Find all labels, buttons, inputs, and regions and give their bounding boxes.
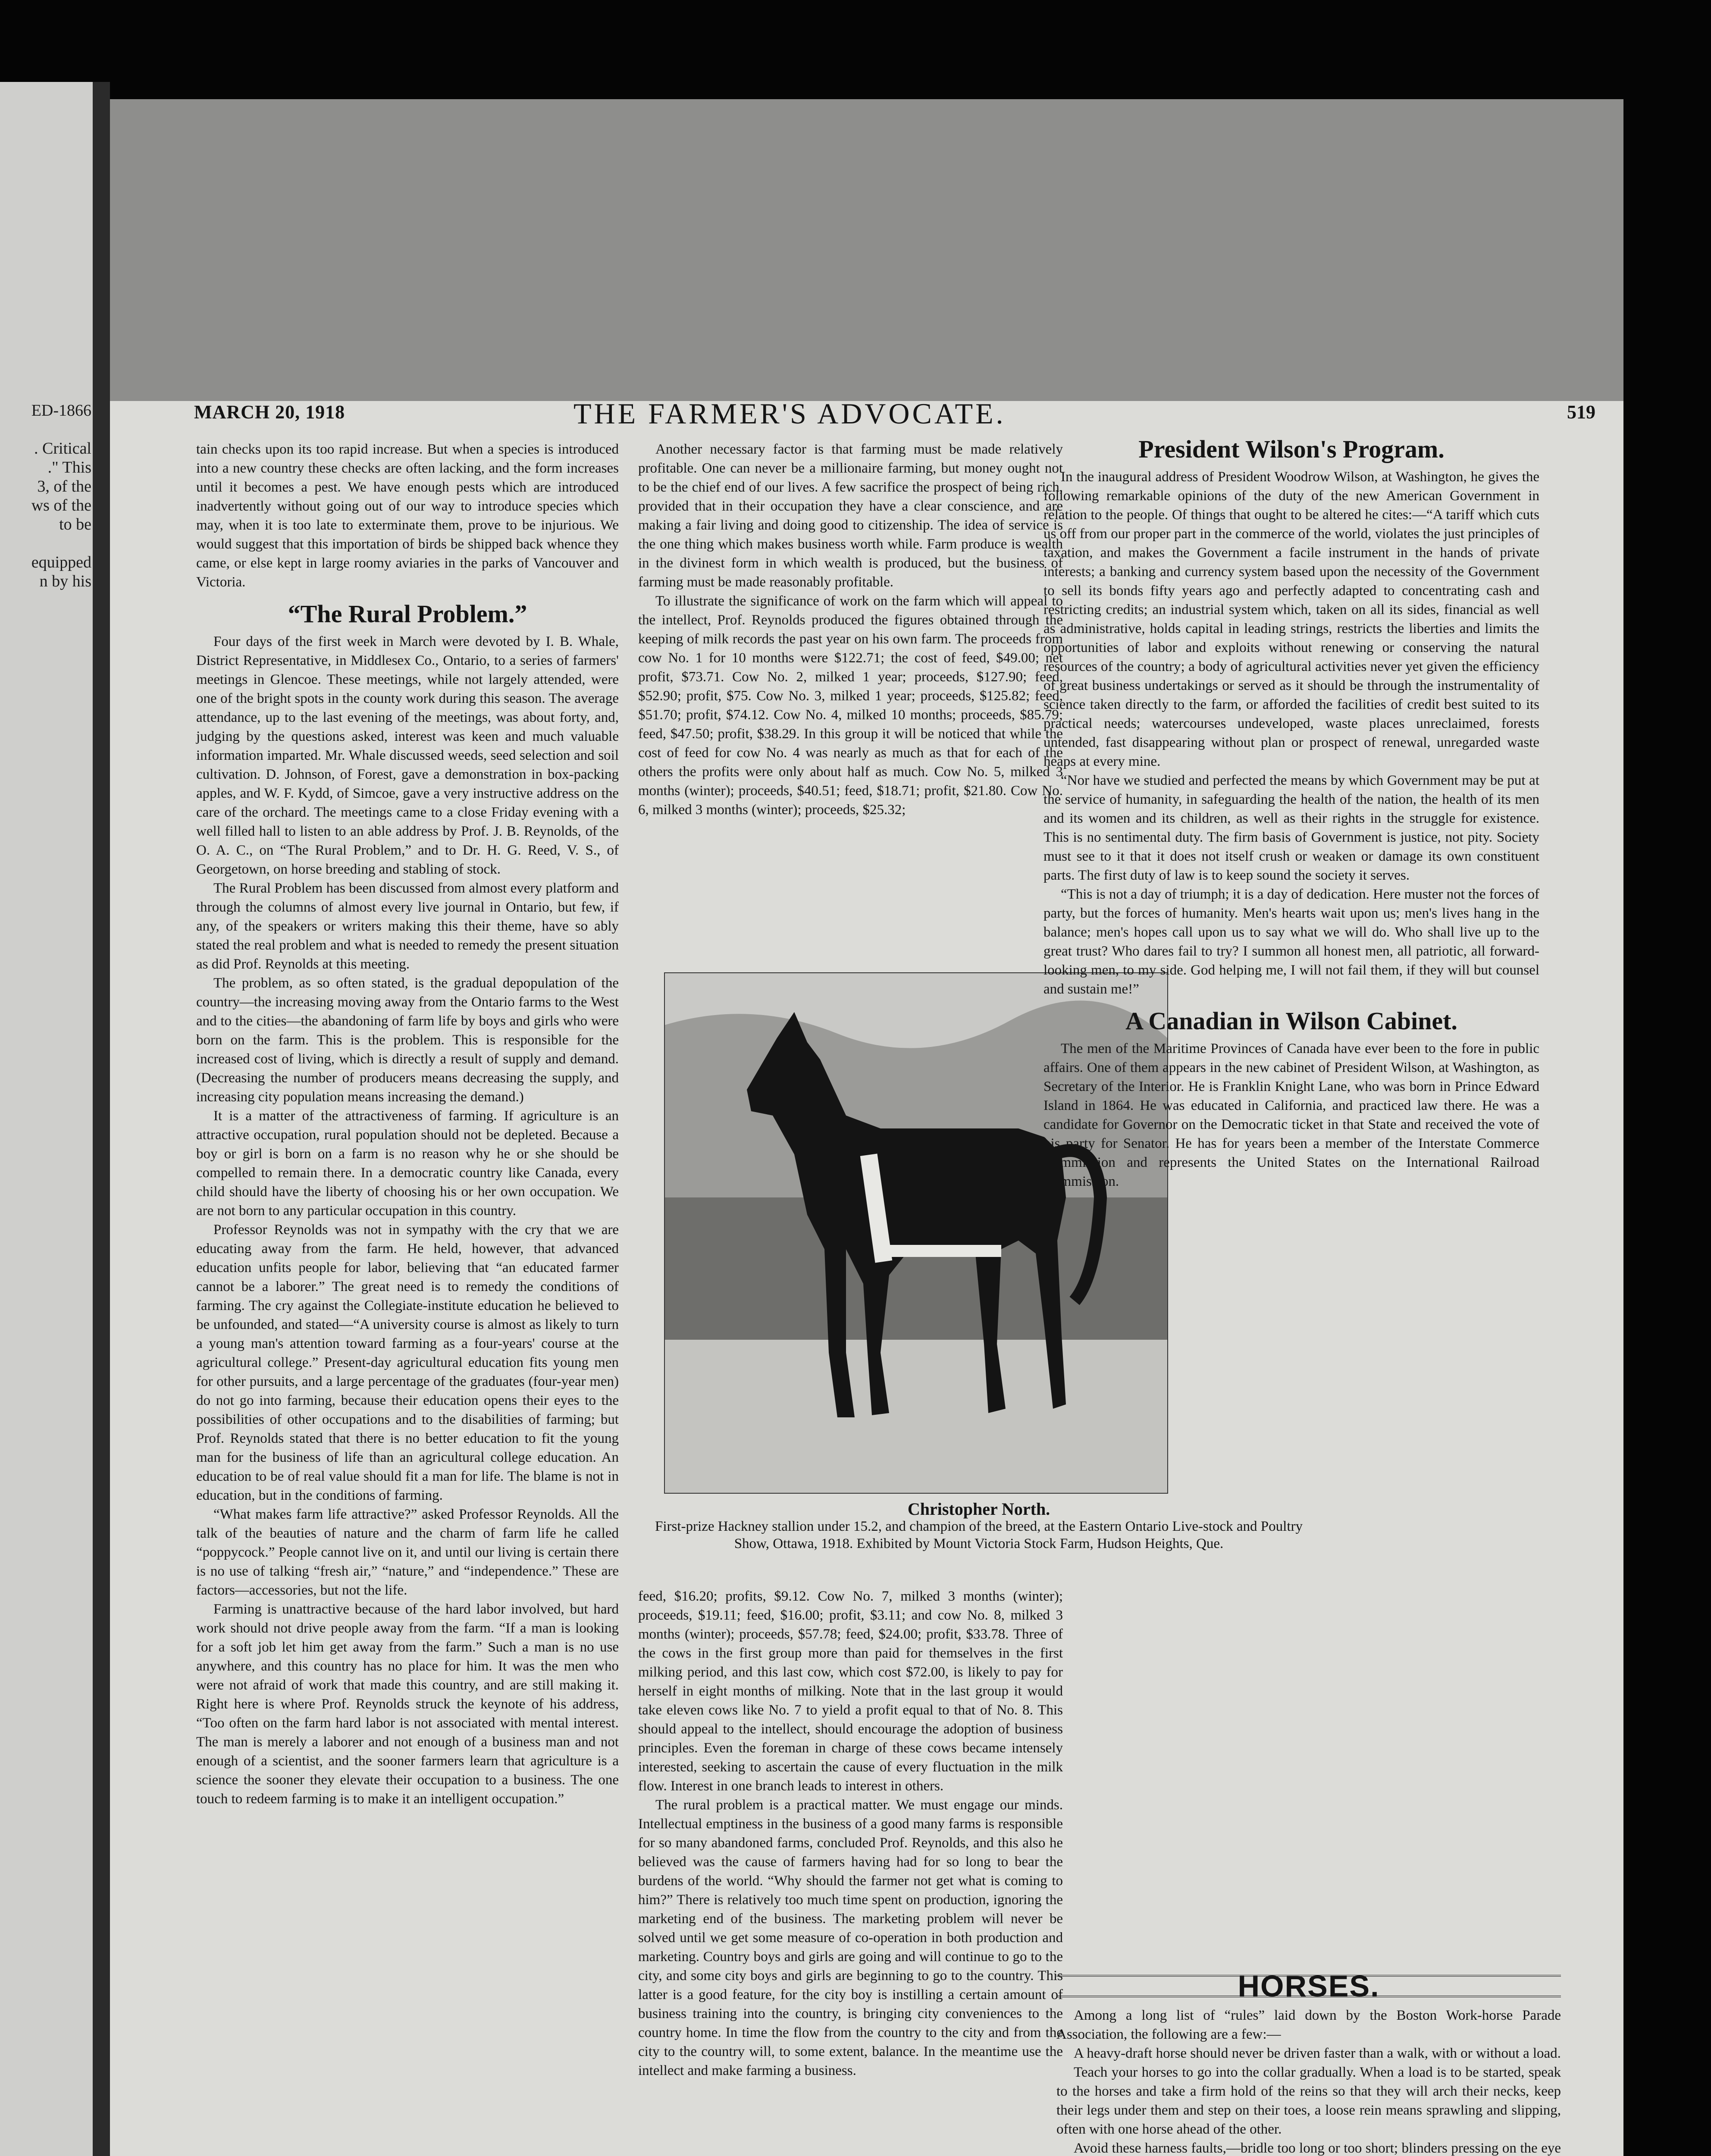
caption-title: Christopher North. — [907, 1499, 1050, 1519]
column-2-bottom — [638, 1587, 1063, 2080]
paragraph: The men of the Maritime Provinces of Canada have ever been to the fore in public affairs. One of them appears in the new cabinet of President Wilson, at Washington, as Secretary of the Interior. He is Franklin Knight Lane, who was born in Prince Edward Island in 1864. He was educated in California, and practiced law there. He was a candidate for Governor on the Democratic ticket in that State and received the vote of his party for Senator. He has for years been a member of the Interstate Commerce Commission and represents the United States on the International Railroad Commission. — [1044, 1041, 1539, 1189]
article-continuation: tain checks upon its too rapid increase. But when a species is introduced into a new country these checks are often lacking, and the form increases until it becomes a pest. We have enough pests which are introduced inadvertently without going out of our way to introduce species which may, when it is too late to exterminate them, prove to be injurious. We would suggest that this importation of birds be shipped back whence they came, or else kept in large roomy aviaries in the parks of Vancouver and Victoria. — [196, 442, 619, 590]
left-page-edge — [0, 82, 93, 2156]
paragraph: Farming is unattractive because of the hard labor involved, but hard work should not drive people away from the farm. “If a man is looking for a soft job let him get away from the farm.” Such a man is no use anywhere, and this country has no place for him. It was the men who were not afraid of work that made this country, and are still making it. Right here is where Prof. Reynolds struck the keynote of his address, “Too often on the farm hard labor is not associated with mental interest. The man is merely a laborer and not enough of a business man and not enough of a scientist, and the sooner farmers learn that agriculture is a science the sooner they elevate their occupation to a business. The one touch to redeem farming is to make it an intelligent occupation.” — [196, 1601, 619, 1807]
paragraph: “Nor have we studied and perfected the means by which Government may be put at the service of humanity, in safeguarding the health of the nation, the health of its men and its women and its children, as well as their rights in the struggle for existence. This is no sentimental duty. The firm basis of Government is justice, not pity. Society must see to it that it does not itself crush or weaken or damage its own constituent parts. The first duty of law is to keep sound the society it serves. — [1044, 773, 1539, 883]
horses-headline: HORSES. — [1056, 1975, 1561, 1997]
rural-problem-headline: “The Rural Problem.” — [288, 600, 527, 628]
paragraph: In the inaugural address of President Woodrow Wilson, at Washington, he gives the following remarkable opinions of the duty of the new American Government in relation to the people. Of things that ought to be altered he cites:—“A tariff which cuts us off from our proper part in the commerce of the world, violates the just principles of taxation, and makes the Government a facile instrument in the hands of private interests; a banking and currency system based upon the necessity of the Government to sell its bonds fifty years ago and perfectly adapted to concentrating cash and restricting credits; an industrial system which, taken on all its sides, financial as well as administrative, holds capital in leading strings, restricts the liberties and limits the opportunities of labor and exploits without renewing or conserving the natural resources of the country; a body of agricultural activities never yet given the efficiency of great business undertakings or served as it should be through the instrumentality of science taken directly to the farm, or afforded the facilities of credit best suited to its practical needs; watercourses undeveloped, waste places unreclaimed, forests untended, fast disappearing without plan or prospect of renewal, unregarded waste heaps at every mine. — [1044, 469, 1539, 769]
paragraph: Four days of the first week in March were devoted by I. B. Whale, District Representative, in Middlesex Co., Ontario, to a series of farmers' meetings in Glencoe. These meetings, while not largely attended, were one of the bright spots in the county work during this season. The average attendance, up to the last evening of the meetings, was about forty, and, judging by the questions asked, interest was keen and much valuable information imparted. Mr. Whale discussed weeds, seed selection and soil cultivation. D. Johnson, of Forest, gave a demonstration in box-packing apples, and W. F. Kydd, of Simcoe, gave a very instructive address on the care of the orchard. The meetings came to a close Friday evening with a well filled hall to listen to an able address by Prof. J. B. Reynolds, of the O. A. C., on “The Rural Problem,” and to Dr. H. G. Reed, V. S., of Georgetown, on horse breeding and stabling of stock. — [196, 634, 619, 877]
canadian-cabinet-headline: A Canadian in Wilson Cabinet. — [1125, 1007, 1457, 1035]
page-gutter — [93, 82, 110, 2156]
paragraph: To illustrate the significance of work on the farm which will appeal to the intellect, Prof. Reynolds produced the figures obtained through the keeping of milk records the past year on his own farm. The proceeds from cow No. 1 for 10 months were $122.71; the cost of feed, $49.00; net profit, $73.71. Cow No. 2, milked 1 year; proceeds, $127.90; feed, $52.90; profit, $75. Cow No. 3, milked 1 year; proceeds, $125.82; feed, $51.70; profit, $74.12. Cow No. 4, milked 10 months; proceeds, $85.79; feed, $47.50; profit, $38.29. In this group it will be noticed that while the cost of feed for cow No. 4 was nearly as much as that for each of the others the profits were only about half as much. Cow No. 5, milked 3 months (winter); proceeds, $40.51; feed, $18.71; profit, $21.80. Cow No. 6, milked 3 months (winter); proceeds, $25.32; — [638, 593, 1063, 818]
paragraph: The rural problem is a practical matter. We must engage our minds. Intellectual emptiness in the business of a good many farms is responsible for so many abandoned farms, concluded Prof. Reynolds, and this also he believed was the cause of farmers having had for so long to bear the burdens of the world. “Why should the farmer not get what is coming to him?” There is relatively too much time spent on production, ignoring the marketing end of the business. The marketing problem will never be solved until we get some measure of co-operation in both production and marketing. Country boys and girls are going and will continue to go to the city, and some city boys and girls are beginning to go to the country. This latter is a good feature, for the city boy is instilling a certain amount of business training into the country, is bringing city conveniences to the country home. In time the flow from the country to the city and from the city to the country will, to some extent, balance. In the meantime use the intellect and make farming a business. — [638, 1797, 1063, 2078]
page-number: 519 — [1567, 401, 1595, 423]
paragraph: The problem, as so often stated, is the gradual depopulation of the country—the increasing moving away from the Ontario farms to the West and to the cities—the abandoning of farm life by boys and girls who were born on the farm. This is the problem. This is responsible for the increased cost of living, which is directly a result of supply and demand. (Decreasing the number of producers means decreasing the supply, and increasing city population means increasing the demand.) — [196, 975, 619, 1105]
paragraph: Professor Reynolds was not in sympathy with the cry that we are educating away from the farm. He held, however, that advanced education unfits people for labor, believing that “an educated farmer cannot be a laborer.” The great need is to remedy the conditions of farming. The cry against the Collegiate-institute education he believed to be unfounded, and stated—“A university course is almost as likely to turn a young man's attention toward farming as a four-years' course at the agricultural college.” Present-day agricultural education fits young men for other pursuits, and a large percentage of the graduates (four-year men) do not go into farming, because their education opens their eyes to the possibilities of other occupations and to the disabilities of farming; but Prof. Reynolds stated that there is no better education to fit the young man for the business of life than an agricultural college education. An education to be of real value should fit a man for life. The blame is not in education, but in the conditions of farming. — [196, 1222, 619, 1503]
paragraph: The Rural Problem has been discussed from almost every platform and through the columns of almost every live journal in Ontario, but few, if any, of the speakers or writers making this their theme, have so ably stated the real problem and what is needed to remedy the present situation as did Prof. Reynolds at this meeting. — [196, 881, 619, 972]
column-2-top — [638, 440, 1063, 819]
wilson-program-headline: President Wilson's Program. — [1138, 435, 1445, 463]
paragraph: “What makes farm life attractive?” asked Professor Reynolds. All the talk of the beauties of nature and the charm of farm life he called “poppycock.” People cannot live on it, and until our living is certain there is no use of talking “fresh air,” “nature,” and “independence.” These are factors—accessories, but not the life. — [196, 1507, 619, 1598]
paragraph: Teach your horses to go into the collar gradually. When a load is to be started, speak to the horses and take a firm hold of the reins so that they will arch their necks, keep their legs under them and step on their toes, a loose rein means sprawling and slipping, often with one horse ahead of the other. — [1056, 2065, 1561, 2137]
header-date: MARCH 20, 1918 — [194, 401, 345, 423]
caption-text: First-prize Hackney stallion under 15.2, and champion of the breed, at the Eastern Ontario Live-stock and Poultry Show, Ottawa, 1918. Exhibited by Mount Victoria Stock Farm, Hudson Heights, Que. — [655, 1519, 1303, 1551]
paragraph: Among a long list of “rules” laid down by the Boston Work-horse Parade Association, the following are a few:— — [1056, 2008, 1561, 2042]
header-title: THE FARMER'S ADVOCATE. — [573, 397, 1006, 430]
paragraph: feed, $16.20; profits, $9.12. Cow No. 7, milked 3 months (winter); proceeds, $19.11; feed, $16.00; profit, $3.11; and cow No. 8, milked 3 months (winter); proceeds, $57.78; feed, $24.00; profit, $33.78. Three of the cows in the first group more than paid for themselves in the first milking period, and this last cow, which cost $72.00, is likely to pay for herself in eight months of milking. Note that in the last group it would take eleven cows like No. 7 to yield a profit equal to that of No. 8. This should appeal to the intellect, should encourage the adoption of business principles. Even the foreman in charge of these cows became intensely interested, seeking to ascertain the cause of every fluctuation in the milk flow. Interest in one branch leads to interest in others. — [638, 1589, 1063, 1794]
page-header — [194, 397, 1613, 431]
paragraph: It is a matter of the attractiveness of farming. If agriculture is an attractive occupation, rural population should not be depleted. Because a boy or girl is born on a farm is no reason why he or she should be compelled to remain there. In a democratic country like Canada, every child should have the liberty of choosing his or her own occupation. We are not born to any particular occupation in this country. — [196, 1108, 619, 1219]
paragraph: Avoid these harness faults,—bridle too long or too short; blinders pressing on the eye — [1074, 2140, 1561, 2156]
photo-caption — [638, 1501, 1319, 1552]
column-1 — [196, 440, 619, 1808]
paragraph: Another necessary factor is that farming must be made relatively profitable. One can never be a millionaire farming, but money ought not to be the chief end of our lives. A few sacrifice the prospect of being rich, provided that in their occupation they have a clear conscience, and are making a fair living and doing good to citizenship. The idea of service is the one thing which makes business worth while. Farm produce is wealth in the divinest form in which wealth is produced, but the business of farming must be made reasonably profitable. — [638, 442, 1063, 590]
blank-upper-area — [110, 99, 1623, 401]
column-3 — [1044, 435, 1539, 1191]
paragraph: A heavy-draft horse should never be driven faster than a walk, with or without a load. — [1074, 2046, 1561, 2061]
horses-section — [1056, 1969, 1561, 2156]
paragraph: “This is not a day of triumph; it is a day of dedication. Here muster not the forces of party, but the forces of humanity. Men's hearts wait upon us; men's lives hang in the balance; men's hopes call upon us to say what we will do. Who shall live up to the great trust? Who dares fail to try? I summon all honest men, all patriotic, all forward-looking men, to my side. God helping me, I will not fail them, if they will but counsel and sustain me!” — [1044, 887, 1539, 997]
left-page-fragment: ED-1866 . Critical ." This 3, of the ws of the to be equipped n by his — [31, 401, 91, 590]
